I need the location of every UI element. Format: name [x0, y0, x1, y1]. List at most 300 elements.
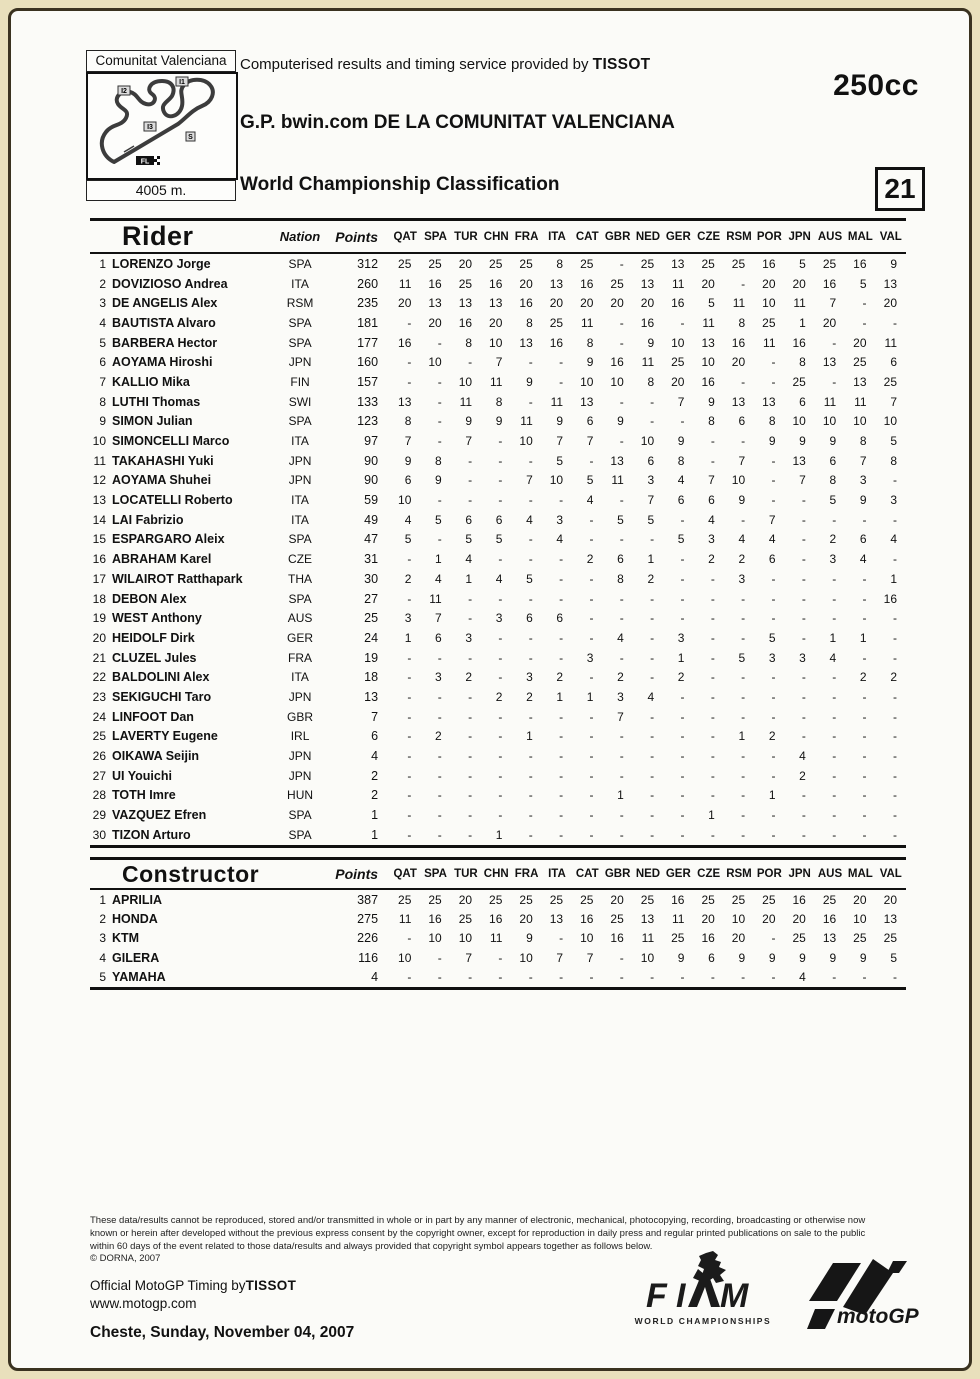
race-column-header: VAL [876, 859, 906, 890]
race-score-cell: 4 [799, 749, 806, 764]
nation-cell: ITA [291, 493, 309, 508]
race-score-cell: - [862, 970, 867, 985]
race-score-cell: - [832, 808, 837, 823]
race-score-cell: 9 [890, 256, 897, 271]
rider-name-cell: AOYAMA Hiroshi [112, 355, 213, 370]
race-column-header: FRA [511, 220, 541, 254]
race-score-cell: 1 [435, 552, 442, 567]
race-score-cell: 4 [768, 532, 776, 547]
race-score-cell: - [437, 335, 442, 350]
race-score-cell: - [559, 493, 564, 508]
race-score-cell: 1 [799, 315, 806, 330]
race-score-cell: - [407, 827, 412, 842]
race-score-cell: 25 [398, 892, 412, 907]
race-score-cell: 9 [859, 950, 867, 965]
nation-cell: ITA [291, 434, 309, 449]
race-score-cell: - [468, 473, 473, 488]
race-score-cell: 4 [799, 970, 806, 985]
race-score-cell: - [832, 749, 837, 764]
rider-name-cell: SEKIGUCHI Taro [112, 689, 212, 704]
race-score-cell: 13 [580, 394, 594, 409]
svg-text:I3: I3 [147, 124, 153, 131]
rider-row [90, 392, 906, 412]
points-column-header: Points [326, 859, 390, 890]
race-score-cell: - [468, 591, 473, 606]
race-score-cell: - [801, 532, 806, 547]
event-dateline: Cheste, Sunday, November 04, 2007 [90, 1324, 355, 1341]
race-score-cell: - [619, 729, 624, 744]
race-score-cell: 3 [495, 611, 503, 626]
race-score-cell: 11 [854, 394, 867, 409]
position-cell: 17 [92, 571, 106, 586]
points-cell: 18 [364, 670, 379, 685]
race-score-cell: - [437, 394, 442, 409]
race-score-cell: - [862, 315, 867, 330]
position-cell: 26 [92, 749, 106, 764]
svg-text:I1: I1 [179, 79, 185, 86]
race-score-cell: 13 [458, 296, 473, 311]
race-score-cell: 25 [883, 931, 897, 946]
race-score-cell: 25 [792, 374, 806, 389]
race-score-cell: - [650, 611, 655, 626]
race-column-header: ITA [542, 220, 572, 254]
race-score-cell: 3 [617, 689, 624, 704]
rider-row [90, 825, 906, 846]
race-score-cell: - [741, 827, 746, 842]
race-score-cell: - [468, 768, 473, 783]
rider-row [90, 648, 906, 668]
race-score-cell: 20 [822, 315, 837, 330]
race-score-cell: 9 [586, 355, 594, 370]
points-cell: 90 [364, 473, 379, 488]
race-column-header: SPA [420, 859, 450, 890]
race-score-cell: - [650, 749, 655, 764]
nation-cell: IRL [290, 729, 310, 744]
position-cell: 4 [99, 950, 106, 965]
race-score-cell: 25 [853, 355, 867, 370]
race-score-cell: 6 [890, 355, 897, 370]
race-score-cell: 2 [647, 571, 655, 586]
position-cell: 1 [99, 892, 106, 907]
constructor-name-cell: HONDA [112, 912, 158, 927]
race-score-cell: - [680, 552, 685, 567]
race-score-cell: 5 [465, 532, 473, 547]
rider-name-cell: DEBON Alex [112, 591, 187, 606]
points-column-header: Points [326, 220, 390, 254]
race-score-cell: 4 [526, 512, 533, 527]
race-score-cell: - [893, 827, 897, 842]
race-score-cell: - [407, 650, 412, 665]
race-score-cell: - [862, 788, 867, 803]
race-score-cell: - [680, 827, 685, 842]
points-cell: 1 [371, 808, 379, 823]
race-score-cell: 25 [731, 892, 746, 907]
race-score-cell: 20 [883, 892, 897, 907]
race-score-cell: - [710, 749, 715, 764]
points-cell: 116 [358, 950, 379, 965]
race-score-cell: 4 [738, 532, 746, 547]
race-score-cell: - [498, 768, 503, 783]
position-column-header [90, 220, 110, 254]
race-score-cell: - [437, 414, 442, 429]
race-score-cell: 3 [829, 552, 837, 567]
race-score-cell: - [832, 611, 837, 626]
race-score-cell: - [437, 709, 442, 724]
nation-cell: ITA [291, 670, 309, 685]
race-score-cell: 16 [883, 591, 897, 606]
race-score-cell: 25 [762, 892, 776, 907]
race-score-cell: - [680, 788, 685, 803]
race-score-cell: 4 [859, 552, 867, 567]
race-score-cell: 16 [671, 892, 685, 907]
race-score-cell: - [589, 591, 594, 606]
race-score-cell: - [468, 729, 473, 744]
points-cell: 24 [364, 630, 379, 645]
nation-cell: JPN [288, 749, 312, 764]
race-score-cell: 2 [677, 670, 685, 685]
race-score-cell: - [407, 315, 412, 330]
race-column-header: JPN [785, 859, 815, 890]
race-score-cell: 2 [799, 768, 806, 783]
race-score-cell: - [710, 453, 715, 468]
race-score-cell: - [771, 689, 776, 704]
race-score-cell: 20 [519, 276, 533, 291]
rider-name-cell: DOVIZIOSO Andrea [112, 276, 228, 291]
race-score-cell: 7 [556, 950, 564, 965]
race-score-cell: 11 [520, 414, 533, 429]
race-score-cell: 4 [829, 650, 837, 665]
rider-row [90, 352, 906, 372]
race-score-cell: - [528, 591, 533, 606]
race-score-cell: - [559, 355, 564, 370]
race-score-cell: 7 [465, 434, 473, 449]
nation-cell: SPA [288, 827, 312, 842]
nation-cell: SPA [288, 532, 312, 547]
rider-row [90, 431, 906, 451]
race-score-cell: 25 [792, 931, 806, 946]
race-column-header: CAT [572, 220, 602, 254]
race-score-cell: 7 [859, 453, 867, 468]
race-score-cell: 20 [549, 296, 564, 311]
race-score-cell: - [528, 970, 533, 985]
race-score-cell: 9 [677, 950, 685, 965]
race-score-cell: - [832, 827, 837, 842]
rider-classification-table [90, 218, 906, 848]
race-score-cell: 13 [762, 394, 776, 409]
race-column-header: CHN [481, 220, 511, 254]
position-cell: 10 [92, 434, 106, 449]
nation-cell: JPN [288, 473, 312, 488]
race-score-cell: - [771, 473, 776, 488]
race-score-cell: 13 [398, 394, 412, 409]
race-score-cell: - [710, 434, 715, 449]
points-cell: 177 [357, 335, 379, 350]
rider-row [90, 490, 906, 510]
race-score-cell: 2 [586, 552, 594, 567]
track-map-box [86, 72, 238, 180]
race-score-cell: - [559, 709, 564, 724]
race-score-cell: - [589, 611, 594, 626]
race-score-cell: - [498, 630, 503, 645]
race-score-cell: 25 [489, 892, 503, 907]
nation-cell: SPA [288, 315, 312, 330]
race-score-cell: - [680, 970, 685, 985]
race-column-header: CZE [693, 220, 723, 254]
race-score-cell: - [559, 970, 564, 985]
race-score-cell: 3 [859, 473, 867, 488]
race-score-cell: 2 [617, 670, 624, 685]
race-score-cell: - [468, 808, 473, 823]
race-score-cell: - [832, 788, 837, 803]
race-score-cell: - [437, 374, 442, 389]
position-cell: 1 [99, 256, 106, 271]
race-score-cell: 25 [458, 912, 473, 927]
race-score-cell: - [771, 611, 776, 626]
points-cell: 123 [357, 414, 379, 429]
race-score-cell: 20 [580, 296, 594, 311]
race-score-cell: - [619, 394, 624, 409]
rider-table-header-row [90, 220, 906, 254]
race-score-cell: - [468, 650, 473, 665]
position-cell: 18 [92, 591, 106, 606]
race-score-cell: - [589, 788, 594, 803]
position-cell: 30 [92, 827, 106, 842]
points-cell: 90 [364, 453, 379, 468]
race-score-cell: 9 [404, 453, 412, 468]
race-score-cell: - [862, 808, 867, 823]
race-score-cell: - [862, 689, 867, 704]
race-score-cell: - [589, 571, 594, 586]
race-score-cell: 16 [701, 931, 715, 946]
race-score-cell: 5 [799, 256, 806, 271]
race-score-cell: - [862, 571, 867, 586]
race-score-cell: 13 [610, 453, 624, 468]
provider-brand: TISSOT [592, 56, 651, 73]
race-score-cell: 25 [701, 256, 715, 271]
race-score-cell: - [832, 374, 837, 389]
race-score-cell: - [468, 355, 473, 370]
race-score-cell: - [619, 335, 624, 350]
race-score-cell: 25 [640, 256, 655, 271]
race-score-cell: 16 [762, 256, 776, 271]
race-score-cell: - [832, 970, 837, 985]
nation-cell: SPA [288, 256, 312, 271]
race-score-cell: - [741, 670, 746, 685]
race-score-cell: - [528, 650, 533, 665]
race-score-cell: 25 [549, 315, 564, 330]
race-score-cell: - [771, 374, 776, 389]
race-column-header: RSM [724, 220, 754, 254]
race-score-cell: - [407, 355, 412, 370]
race-score-cell: - [741, 630, 746, 645]
race-score-cell: - [710, 768, 715, 783]
race-score-cell: 10 [610, 374, 624, 389]
circuit-length-label: 4005 m. [86, 180, 236, 201]
race-score-cell: 20 [640, 296, 655, 311]
race-score-cell: - [589, 532, 594, 547]
race-score-cell: - [468, 493, 473, 508]
nation-cell: HUN [287, 788, 314, 803]
race-column-header: AUS [815, 859, 845, 890]
race-score-cell: 11 [884, 335, 897, 350]
race-score-cell: - [680, 571, 685, 586]
rider-row [90, 628, 906, 648]
points-cell: 4 [371, 749, 379, 764]
constructor-classification-table [90, 857, 906, 990]
race-score-cell: - [468, 709, 473, 724]
rider-name-cell: LINFOOT Dan [112, 709, 194, 724]
race-score-cell: 16 [792, 335, 806, 350]
race-score-cell: 9 [556, 414, 564, 429]
race-score-cell: 4 [465, 552, 473, 567]
race-score-cell: 10 [580, 374, 594, 389]
race-score-cell: - [650, 729, 655, 744]
timing-prefix: Official MotoGP Timing by [90, 1278, 246, 1293]
position-cell: 11 [93, 453, 106, 468]
race-score-cell: 9 [768, 434, 776, 449]
race-column-header: FRA [511, 859, 541, 890]
race-score-cell: 2 [859, 670, 867, 685]
race-score-cell: - [559, 571, 564, 586]
race-score-cell: - [832, 571, 837, 586]
race-score-cell: 3 [677, 630, 685, 645]
race-score-cell: 3 [404, 611, 412, 626]
rider-name-cell: LORENZO Jorge [112, 256, 211, 271]
race-column-header: AUS [815, 220, 845, 254]
race-score-cell: 13 [883, 276, 897, 291]
race-score-cell: - [801, 670, 806, 685]
race-score-cell: 9 [738, 493, 746, 508]
race-score-cell: 1 [556, 689, 564, 704]
race-column-header: NED [633, 220, 663, 254]
constructor-row [90, 968, 906, 989]
race-score-cell: 3 [435, 670, 442, 685]
nation-cell: JPN [288, 689, 312, 704]
race-score-cell: 3 [586, 650, 594, 665]
rider-name-cell: BAUTISTA Alvaro [112, 315, 216, 330]
race-score-cell: - [893, 768, 897, 783]
fim-logo-icon [628, 1251, 778, 1313]
race-score-cell: 8 [435, 453, 442, 468]
race-score-cell: 13 [489, 296, 503, 311]
race-score-cell: 6 [465, 512, 473, 527]
race-score-cell: - [801, 788, 806, 803]
copyright-line: © DORNA, 2007 [90, 1253, 161, 1265]
race-score-cell: 7 [677, 394, 685, 409]
race-score-cell: 4 [708, 512, 715, 527]
race-score-cell: - [741, 768, 746, 783]
race-score-cell: - [893, 729, 897, 744]
race-score-cell: - [589, 670, 594, 685]
race-score-cell: - [528, 355, 533, 370]
race-score-cell: - [680, 749, 685, 764]
race-score-cell: - [437, 689, 442, 704]
race-score-cell: 20 [610, 892, 624, 907]
race-score-cell: 9 [768, 950, 776, 965]
race-score-cell: - [528, 709, 533, 724]
points-cell: 31 [364, 552, 379, 567]
race-score-cell: 13 [549, 276, 564, 291]
race-score-cell: 9 [859, 493, 867, 508]
race-score-cell: - [832, 709, 837, 724]
category-label: 250cc [833, 69, 919, 102]
race-score-cell: - [498, 950, 503, 965]
race-score-cell: - [407, 729, 412, 744]
race-score-cell: 4 [647, 689, 655, 704]
race-score-cell: 9 [829, 434, 837, 449]
race-score-cell: - [650, 808, 655, 823]
race-score-cell: - [710, 709, 715, 724]
race-score-cell: - [710, 827, 715, 842]
race-score-cell: 3 [738, 571, 746, 586]
race-score-cell: 20 [853, 335, 867, 350]
race-score-cell: - [498, 709, 503, 724]
race-score-cell: 2 [404, 571, 412, 586]
race-score-cell: 10 [731, 473, 746, 488]
rider-name-cell: SIMON Julian [112, 414, 193, 429]
rider-row [90, 667, 906, 687]
race-score-cell: - [589, 970, 594, 985]
nation-cell: SWI [288, 394, 312, 409]
race-score-cell: 16 [822, 276, 837, 291]
race-score-cell: 9 [799, 950, 806, 965]
race-score-cell: - [619, 970, 624, 985]
constructor-name-cell: KTM [112, 931, 140, 946]
race-score-cell: - [619, 611, 624, 626]
race-score-cell: 8 [738, 315, 746, 330]
race-score-cell: - [893, 650, 897, 665]
race-score-cell: 5 [677, 532, 685, 547]
points-cell: 260 [357, 276, 379, 291]
race-column-header: CHN [481, 859, 511, 890]
race-score-cell: - [680, 808, 685, 823]
race-score-cell: - [437, 493, 442, 508]
race-score-cell: 13 [883, 912, 897, 927]
position-cell: 15 [92, 532, 106, 547]
position-cell: 3 [99, 931, 106, 946]
race-score-cell: 20 [731, 355, 746, 370]
rider-row [90, 746, 906, 766]
race-score-cell: 20 [701, 912, 715, 927]
rider-name-cell: LAI Fabrizio [112, 512, 184, 527]
rider-row [90, 707, 906, 727]
provider-line [240, 56, 650, 74]
race-score-cell: - [650, 827, 655, 842]
race-score-cell: - [771, 571, 776, 586]
points-cell: 275 [357, 912, 379, 927]
rider-row [90, 451, 906, 471]
race-score-cell: - [771, 591, 776, 606]
race-score-cell: - [468, 970, 473, 985]
disclaimer-line: known or herein after developed without the previous express consent by the copyright owner, except for reproduction in daily press and regular printed publications on sale to the public [90, 1227, 866, 1239]
position-cell: 2 [99, 912, 106, 927]
race-score-cell: - [893, 512, 897, 527]
race-score-cell: - [437, 768, 442, 783]
race-score-cell: 16 [519, 296, 533, 311]
race-column-header: VAL [876, 220, 906, 254]
official-timing-line [90, 1278, 296, 1293]
race-score-cell: - [741, 808, 746, 823]
race-score-cell: 2 [526, 689, 533, 704]
race-score-cell: - [862, 749, 867, 764]
race-score-cell: 1 [647, 552, 655, 567]
rider-name-cell: HEIDOLF Dirk [112, 630, 195, 645]
race-score-cell: 10 [640, 434, 655, 449]
race-score-cell: - [589, 749, 594, 764]
race-score-cell: - [619, 768, 624, 783]
race-score-cell: 5 [890, 950, 897, 965]
race-score-cell: - [862, 729, 867, 744]
